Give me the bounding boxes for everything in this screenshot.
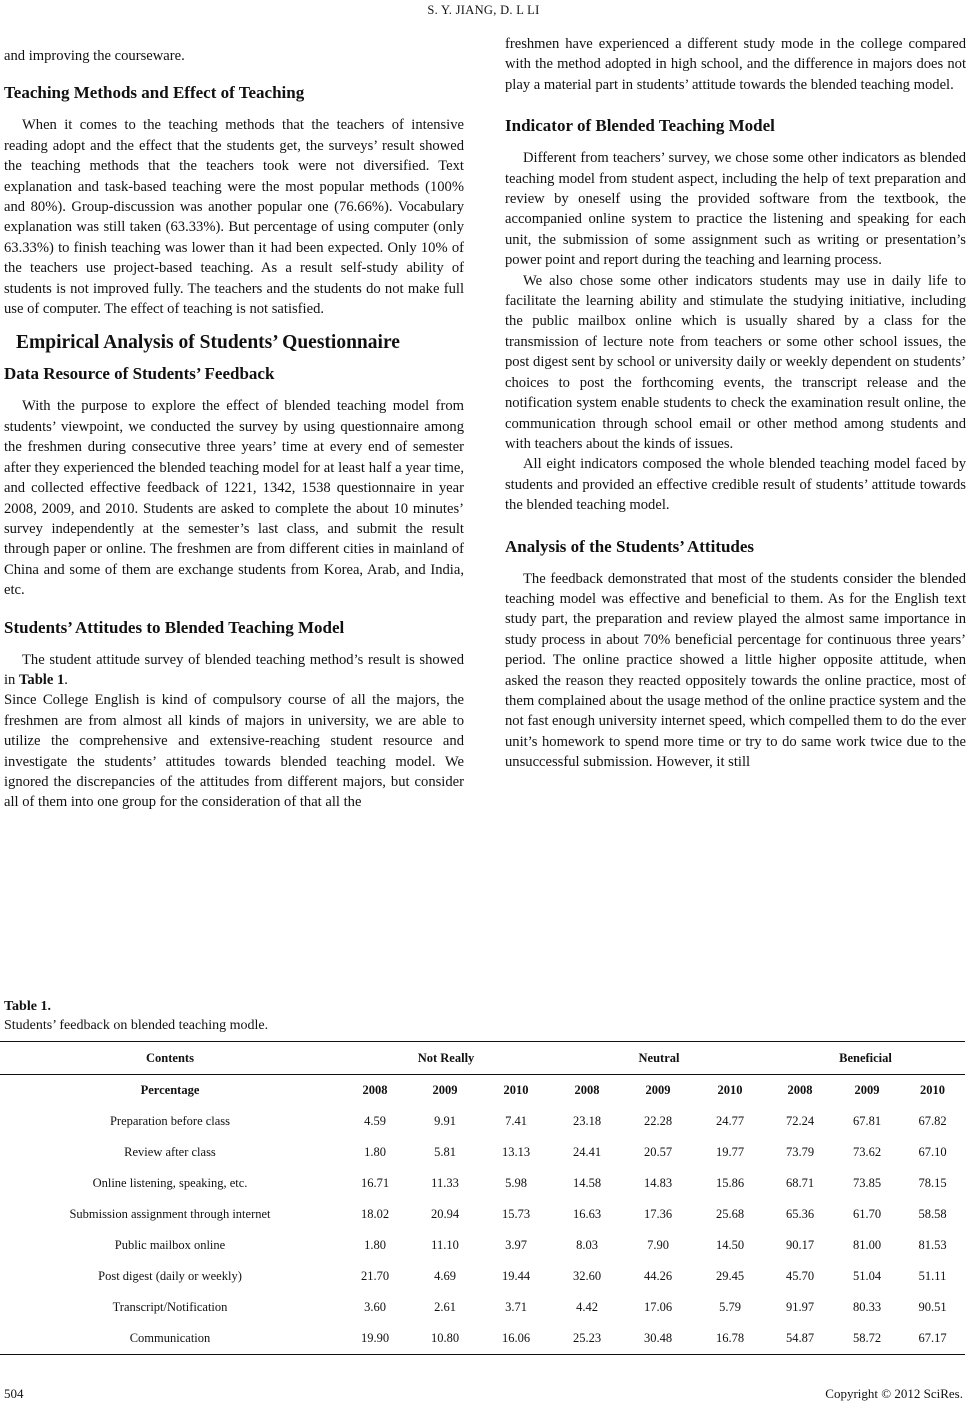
table-cell: 90.17 <box>785 1238 815 1252</box>
paragraph-attitude-survey <box>4 650 464 691</box>
table-cell: 73.79 <box>785 1145 815 1159</box>
row-label: Communication <box>0 1323 340 1355</box>
table-cell: 68.71 <box>785 1176 815 1190</box>
table-row <box>0 1323 965 1355</box>
table-cell: 8.03 <box>576 1238 598 1252</box>
table-cell: 4.42 <box>576 1300 598 1314</box>
heading-analysis: Analysis of the Students’ Attitudes <box>505 536 755 556</box>
paragraph-data-resource: With the purpose to explore the effect of blended teaching model from students’ viewpoint, we conducted the survey by using questionnaire among the freshmen during consecutive three years’ time at every end of semester after they experienced the blended teaching model for at least half a year time, and collected effective feedback of 1221, 1342, 1538 questionnaire in year 2008, 2009, and 2010. Students are asked to complete the about 10 minutes’ survey independently at the semester’s last class, and submit the result through paper or online. The freshmen are from different cities in mainland of China and some of them are exchange students from Korea, Arab, and India, etc. <box>4 398 464 599</box>
page-number: 504 <box>4 1386 24 1401</box>
header-year: 2010 <box>920 1083 945 1097</box>
header-year: 2009 <box>645 1083 671 1097</box>
table-cell: 4.69 <box>434 1269 456 1283</box>
paragraph-teaching-methods: When it comes to the teaching methods that the teachers of intensive reading adopt and the effect that the students get, the surveys’ result showed the teaching methods that the teachers took were not diversified. Text explanation and task-based teaching were the most popular methods (100% and 80%). Group-discussion was another popular one (76.66%). Vocabulary explanation was still taken (63.33%). But percentage of using computer (only 63.33%) to finish teaching was lower than it had been expected. Only 10% of the teachers use project-based teaching. As a result self-study ability of students is not improved fully. The teachers and the students do not make full use of computer. The effect of teaching is not satisfied. <box>4 117 464 318</box>
table-cell: 7.41 <box>505 1114 527 1128</box>
copyright: Copyright © 2012 SciRes. <box>825 1386 963 1401</box>
paragraph-indicator-3: All eight indicators composed the whole blended teaching model faced by students and provided an effective credible result of students’ attitude towards the blended teaching model. <box>505 456 966 514</box>
table-cell: 11.33 <box>431 1176 459 1190</box>
table-reference-link[interactable]: Table 1 <box>19 671 65 688</box>
table-cell: 24.41 <box>572 1145 602 1159</box>
heading-students-attitudes: Students’ Attitudes to Blended Teaching Model <box>4 617 345 637</box>
table-cell: 7.90 <box>647 1238 669 1252</box>
table-cell: 90.51 <box>918 1300 947 1314</box>
table-cell: 15.86 <box>715 1176 745 1190</box>
table-cell: 16.06 <box>480 1323 552 1355</box>
table-cell: 5.98 <box>505 1176 527 1190</box>
feedback-table <box>0 1041 965 1355</box>
paragraph-college-english: Since College English is kind of compulsory course of all the majors, the freshmen are from almost all kinds of majors in university, we are able to utilize the comprehensive and extensive-reaching student resource and investigate the students’ attitudes towards blended teaching model. We ignored the discrepancies of the attitudes from different majors, but consider all of them into one group for the consideration of that all the <box>4 692 464 811</box>
heading-teaching-methods: Teaching Methods and Effect of Teaching <box>4 83 305 103</box>
table-cell: 91.97 <box>785 1300 815 1314</box>
table-cell: 67.81 <box>852 1114 882 1128</box>
running-head: S. Y. JIANG, D. L LI <box>427 3 540 17</box>
table-cell: 67.82 <box>918 1114 947 1128</box>
row-label: Online listening, speaking, etc. <box>92 1176 248 1190</box>
table-cell: 11.10 <box>431 1238 459 1252</box>
text-attitude-post: . <box>64 671 68 688</box>
table-cell: 25.23 <box>552 1323 622 1355</box>
table-cell: 21.70 <box>360 1269 390 1283</box>
table-cell: 51.04 <box>852 1269 882 1283</box>
heading-empirical-analysis: Empirical Analysis of Students’ Questionnaire <box>16 332 400 354</box>
paragraph-courseware: and improving the courseware. <box>4 48 185 64</box>
paragraph-indicator-1: Different from teachers’ survey, we chose some other indicators as blended teaching model from student aspect, including the help of text preparation and review by oneself using the provided software from the textbook, the accompanied online system to practice the listening and speaking for each unit, the submission of some assignment such as writing or presentation’s power point and report during the teaching and learning process. <box>505 150 966 269</box>
table-cell: 3.71 <box>505 1300 527 1314</box>
left-column <box>4 46 464 813</box>
table-cell: 58.72 <box>834 1323 900 1355</box>
row-label: Preparation before class <box>109 1114 231 1128</box>
header-not-really: Not Really <box>340 1042 552 1075</box>
header-percentage: Percentage <box>140 1083 200 1097</box>
table-row <box>0 1230 965 1261</box>
table-caption <box>4 997 268 1035</box>
table-label: Table 1. <box>4 999 51 1014</box>
table-cell: 25.68 <box>715 1207 745 1221</box>
header-year: 2010 <box>503 1083 529 1097</box>
table-cell: 10.80 <box>410 1323 480 1355</box>
table-cell: 15.73 <box>501 1207 531 1221</box>
table-year-header <box>0 1075 965 1107</box>
header-year: 2010 <box>717 1083 743 1097</box>
header-year: 2009 <box>854 1083 880 1097</box>
table-cell: 67.17 <box>900 1323 965 1355</box>
paragraph-freshmen-continued: freshmen have experienced a different study mode in the college compared with the method adopted in high school, and the difference in majors does not play a material part in students’ attitude towards the blended teaching model. <box>505 36 966 93</box>
table-cell: 4.59 <box>364 1114 386 1128</box>
table-cell: 14.50 <box>715 1238 745 1252</box>
header-beneficial: Beneficial <box>766 1042 965 1075</box>
table-cell: 22.28 <box>643 1114 673 1128</box>
table-cell: 3.97 <box>505 1238 527 1252</box>
table-cell: 24.77 <box>715 1114 745 1128</box>
row-label: Post digest (daily or weekly) <box>98 1269 242 1283</box>
table-cell: 16.63 <box>572 1207 602 1221</box>
table-cell: 16.71 <box>360 1176 390 1190</box>
paragraph-analysis: The feedback demonstrated that most of the students consider the blended teaching model was effective and beneficial to them. As for the English text study part, the preparation and review played the almost same importance in study process in about 70% beneficial percentage for continuous three years’ period. The online practice showed a little higher opposite attitude, when asked the reason they reacted oppositely towards the online practice, most of them complained about the usage method of the online practice system and the not fast enough university internet speed, which compelled them to do the ever unit’s homework to spend more time or try to do same work twice due to the unsuccessful submission. However, it still <box>505 570 966 771</box>
table-cell: 80.33 <box>852 1300 882 1314</box>
table-cell: 14.83 <box>643 1176 673 1190</box>
table-row <box>0 1292 965 1323</box>
table-cell: 14.58 <box>572 1176 602 1190</box>
table-cell: 58.58 <box>918 1207 947 1221</box>
table-body <box>0 1106 965 1355</box>
table-cell: 51.11 <box>918 1269 947 1283</box>
header-contents: Contents <box>0 1042 340 1075</box>
table-cell: 2.61 <box>434 1300 456 1314</box>
table-cell: 32.60 <box>572 1269 602 1283</box>
table-cell: 5.79 <box>719 1300 741 1314</box>
text-attitude-pre: The student attitude survey of blended teaching method’s result is showed in <box>4 651 464 688</box>
row-label: Review after class <box>124 1145 216 1159</box>
table-cell: 23.18 <box>572 1114 602 1128</box>
table-cell: 54.87 <box>766 1323 834 1355</box>
table-caption-text: Students’ feedback on blended teaching modle. <box>4 1018 269 1033</box>
table-cell: 19.44 <box>501 1269 531 1283</box>
table-cell: 19.90 <box>340 1323 410 1355</box>
table-cell: 44.26 <box>643 1269 673 1283</box>
table-cell: 73.62 <box>852 1145 882 1159</box>
table-cell: 67.10 <box>918 1145 947 1159</box>
table-cell: 81.53 <box>918 1238 947 1252</box>
table-row <box>0 1137 965 1168</box>
table-cell: 13.13 <box>501 1145 531 1159</box>
table-row <box>0 1199 965 1230</box>
table-cell: 20.57 <box>643 1145 673 1159</box>
table-cell: 72.24 <box>785 1114 815 1128</box>
table-cell: 18.02 <box>360 1207 390 1221</box>
table-row <box>0 1168 965 1199</box>
header-neutral: Neutral <box>552 1042 766 1075</box>
heading-data-resource: Data Resource of Students’ Feedback <box>4 364 275 384</box>
table-cell: 61.70 <box>852 1207 882 1221</box>
table-row <box>0 1106 965 1137</box>
table-cell: 81.00 <box>852 1238 882 1252</box>
right-column <box>505 34 966 773</box>
table-cell: 5.81 <box>434 1145 456 1159</box>
header-year: 2009 <box>432 1083 458 1097</box>
table-cell: 65.36 <box>785 1207 815 1221</box>
table-cell: 3.60 <box>364 1300 386 1314</box>
row-label: Transcript/Notification <box>112 1300 228 1314</box>
table-cell: 1.80 <box>364 1145 386 1159</box>
table-group-header <box>0 1042 965 1075</box>
row-label: Submission assignment through internet <box>69 1207 271 1221</box>
heading-indicator: Indicator of Blended Teaching Model <box>505 116 775 136</box>
header-year: 2008 <box>574 1083 600 1097</box>
table-cell: 78.15 <box>918 1176 947 1190</box>
header-year: 2008 <box>362 1083 388 1097</box>
table-cell: 1.80 <box>364 1238 386 1252</box>
header-year: 2008 <box>787 1083 813 1097</box>
table-cell: 45.70 <box>785 1269 815 1283</box>
table-cell: 19.77 <box>715 1145 745 1159</box>
table-cell: 30.48 <box>622 1323 694 1355</box>
table-cell: 29.45 <box>715 1269 745 1283</box>
table-cell: 20.94 <box>430 1207 460 1221</box>
table-row <box>0 1261 965 1292</box>
table-cell: 16.78 <box>694 1323 766 1355</box>
table-cell: 73.85 <box>852 1176 882 1190</box>
row-label: Public mailbox online <box>114 1238 226 1252</box>
paragraph-indicator-2: We also chose some other indicators students may use in daily life to facilitate the learning ability and stimulate the studying initiative, including the public mailbox online which is usually shared by a class for the transmission of lecture note from teachers or some other school issues, the post digest sent by school or university daily or weekly dependent on students’ choices to post the forthcoming events, the transcript release and the notification system enable students to check the examination result online, the communication through school email or other method among students and with teachers about the kinds of issues. <box>505 272 966 452</box>
table-cell: 17.06 <box>643 1300 673 1314</box>
table-cell: 17.36 <box>643 1207 673 1221</box>
table-cell: 9.91 <box>434 1114 456 1128</box>
